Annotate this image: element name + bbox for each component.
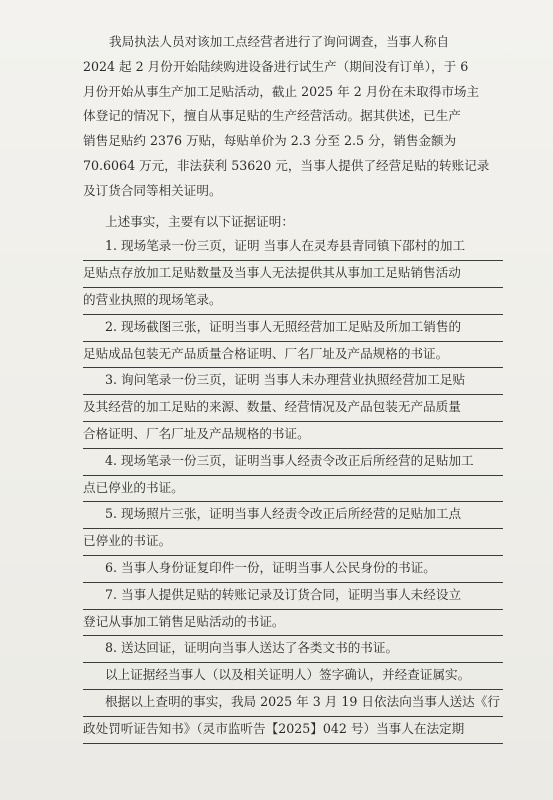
text-line: 根据以上查明的事实，我局 2025 年 3 月 19 日依法向当事人送达《行 [83,690,503,717]
text-line: 销售足贴约 2376 万贴，每贴单价为 2.3 分至 2.5 分，销售金额为 [83,133,457,149]
text-line: 体登记的情况下，擅自从事足贴的生产经营活动。据其供述，已生产 [83,108,461,124]
evidence-item-5 [83,502,503,556]
evidence-line: 7. 当事人提供足贴的转账记录及订货合同，证明当事人未经设立 [83,583,503,610]
evidence-line: 4. 现场笔录一份三页，证明当事人经责令改正后所经营的足贴加工 [83,449,503,476]
text-line: 我局执法人员对该加工点经营者进行了询问调查，当事人称自 [109,34,450,49]
investigation-paragraph [83,30,503,204]
evidence-item-2 [83,315,503,369]
evidence-line: 足贴点存放加工足贴数量及当事人无法提供其从事加工足贴销售活动 [83,261,503,288]
text-line: 及订货合同等相关证明。 [83,182,222,198]
evidence-line: 3. 询问笔录一份三页，证明 当事人未办理营业执照经营加工足贴 [83,368,503,395]
document-body [83,30,503,744]
evidence-line: 5. 现场照片三张，证明当事人经责令改正后所经营的足贴加工点 [83,502,503,529]
text-line: 2024 起 2 月份开始陆续购进设备进行试生产（期间没有订单），于 6 [83,58,469,74]
text-line: 月份开始从事生产加工足贴活动，截止 2025 年 2 月份在未取得市场主 [83,83,480,99]
evidence-line: 点已停业的书证。 [83,476,503,503]
evidence-item-4 [83,449,503,503]
text-line: 70.6064 万元，非法获利 53620 元，当事人提供了经营足贴的转账记录 [83,157,490,173]
conclusion-paragraph [83,690,503,744]
evidence-line: 已停业的书证。 [83,529,503,556]
evidence-item-8 [83,636,503,663]
evidence-list [83,234,503,663]
evidence-line: 合格证明、厂名厂址及产品规格的书证。 [83,422,503,449]
evidence-line: 的营业执照的现场笔录。 [83,288,503,315]
evidence-line: 足贴成品包装无产品质量合格证明、厂名厂址及产品规格的书证。 [83,342,503,369]
text-line: 政处罚听证告知书》（灵市监听告【2025】042 号）当事人在法定期 [83,717,503,744]
evidence-line: 8. 送达回证，证明向当事人送达了各类文书的书证。 [83,636,503,663]
evidence-item-1 [83,234,503,314]
evidence-line: 2. 现场截图三张，证明当事人无照经营加工足贴及所加工销售的 [83,315,503,342]
evidence-line: 登记从事加工销售足贴活动的书证。 [83,610,503,637]
evidence-item-7 [83,583,503,637]
evidence-line: 1. 现场笔录一份三页，证明 当事人在灵寿县青同镇下邵村的加工 [83,234,503,261]
evidence-intro: 上述事实，主要有以下证据证明： [105,213,294,229]
confirmation-line: 以上证据经当事人（以及相关证明人）签字确认，并经查证属实。 [83,663,503,690]
evidence-line: 6. 当事人身份证复印件一份，证明当事人公民身份的书证。 [83,556,503,583]
evidence-line: 及其经营的加工足贴的来源、数量、经营情况及产品包装无产品质量 [83,395,503,422]
evidence-item-3 [83,368,503,448]
evidence-item-6 [83,556,503,583]
